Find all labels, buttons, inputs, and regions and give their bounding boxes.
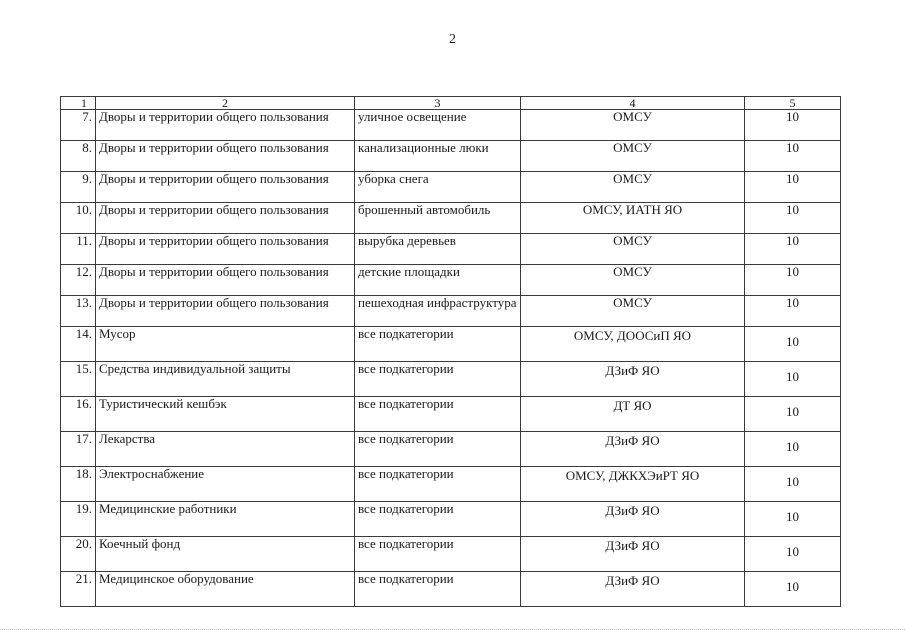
column-header-2: 2 [96,97,355,110]
category-cell: Средства индивидуальной защиты [96,362,355,397]
subcategory-cell: уборка снега [355,172,521,203]
table-row [61,327,841,362]
row-number-cell: 20. [61,537,96,572]
table-row [61,265,841,296]
deadline-cell: 10 [745,327,841,362]
table-row [61,572,841,607]
category-cell: Коечный фонд [96,537,355,572]
column-header-3: 3 [355,97,521,110]
table-row [61,234,841,265]
deadline-cell: 10 [745,265,841,296]
table-row [61,141,841,172]
table-body [61,97,841,607]
subcategory-cell: все подкатегории [355,537,521,572]
category-cell: Дворы и территории общего пользования [96,141,355,172]
table-row [61,203,841,234]
row-number-cell: 10. [61,203,96,234]
subcategory-cell: все подкатегории [355,467,521,502]
responsible-cell: ОМСУ [521,234,745,265]
responsible-cell: ОМСУ, ДООСиП ЯО [521,327,745,362]
category-cell: Дворы и территории общего пользования [96,265,355,296]
row-number-cell: 12. [61,265,96,296]
table-row [61,502,841,537]
responsible-cell: ОМСУ, ДЖКХЭиРТ ЯО [521,467,745,502]
scan-edge [0,629,905,636]
deadline-cell: 10 [745,110,841,141]
deadline-cell: 10 [745,296,841,327]
row-number-cell: 18. [61,467,96,502]
column-header-1: 1 [61,97,96,110]
category-cell: Дворы и территории общего пользования [96,110,355,141]
subcategory-cell: все подкатегории [355,327,521,362]
deadline-cell: 10 [745,203,841,234]
column-number-row [61,97,841,110]
row-number-cell: 21. [61,572,96,607]
subcategory-cell: вырубка деревьев [355,234,521,265]
row-number-cell: 9. [61,172,96,203]
category-cell: Мусор [96,327,355,362]
row-number-cell: 13. [61,296,96,327]
category-cell: Дворы и территории общего пользования [96,234,355,265]
table-row [61,296,841,327]
responsible-cell: ОМСУ [521,172,745,203]
subcategory-cell: все подкатегории [355,397,521,432]
row-number-cell: 8. [61,141,96,172]
table-row [61,467,841,502]
deadline-cell: 10 [745,502,841,537]
row-number-cell: 19. [61,502,96,537]
responsible-cell: ОМСУ [521,296,745,327]
category-cell: Медицинские работники [96,502,355,537]
category-cell: Лекарства [96,432,355,467]
subcategory-cell: все подкатегории [355,572,521,607]
responsible-cell: ОМСУ, ИАТН ЯО [521,203,745,234]
responsible-cell: ДЗиФ ЯО [521,502,745,537]
page-number: 2 [449,32,456,47]
category-cell: Дворы и территории общего пользования [96,296,355,327]
subcategory-cell: уличное освещение [355,110,521,141]
table-row [61,110,841,141]
subcategory-cell: брошенный автомобиль [355,203,521,234]
subcategory-cell: все подкатегории [355,362,521,397]
deadline-cell: 10 [745,234,841,265]
category-cell: Медицинское оборудование [96,572,355,607]
row-number-cell: 16. [61,397,96,432]
category-cell: Дворы и территории общего пользования [96,172,355,203]
row-number-cell: 14. [61,327,96,362]
responsible-cell: ДЗиФ ЯО [521,432,745,467]
responsible-cell: ДЗиФ ЯО [521,572,745,607]
category-cell: Дворы и территории общего пользования [96,203,355,234]
subcategory-cell: пешеходная инфраструктура [355,296,521,327]
responsible-cell: ОМСУ [521,265,745,296]
category-cell: Туристический кешбэк [96,397,355,432]
subcategory-cell: канализационные люки [355,141,521,172]
row-number-cell: 7. [61,110,96,141]
deadline-cell: 10 [745,537,841,572]
deadline-cell: 10 [745,172,841,203]
deadline-cell: 10 [745,362,841,397]
row-number-cell: 17. [61,432,96,467]
responsible-cell: ОМСУ [521,110,745,141]
deadline-cell: 10 [745,397,841,432]
subcategory-cell: все подкатегории [355,502,521,537]
column-header-4: 4 [521,97,745,110]
responsible-cell: ОМСУ [521,141,745,172]
category-cell: Электроснабжение [96,467,355,502]
responsible-cell: ДТ ЯО [521,397,745,432]
deadline-cell: 10 [745,432,841,467]
deadline-cell: 10 [745,141,841,172]
column-header-5: 5 [745,97,841,110]
deadline-cell: 10 [745,467,841,502]
responsible-cell: ДЗиФ ЯО [521,537,745,572]
responsibility-table [60,96,841,607]
table-row [61,172,841,203]
subcategory-cell: детские площадки [355,265,521,296]
table-row [61,432,841,467]
row-number-cell: 11. [61,234,96,265]
table-row [61,537,841,572]
deadline-cell: 10 [745,572,841,607]
table-row [61,362,841,397]
row-number-cell: 15. [61,362,96,397]
table-row [61,397,841,432]
subcategory-cell: все подкатегории [355,432,521,467]
responsible-cell: ДЗиФ ЯО [521,362,745,397]
